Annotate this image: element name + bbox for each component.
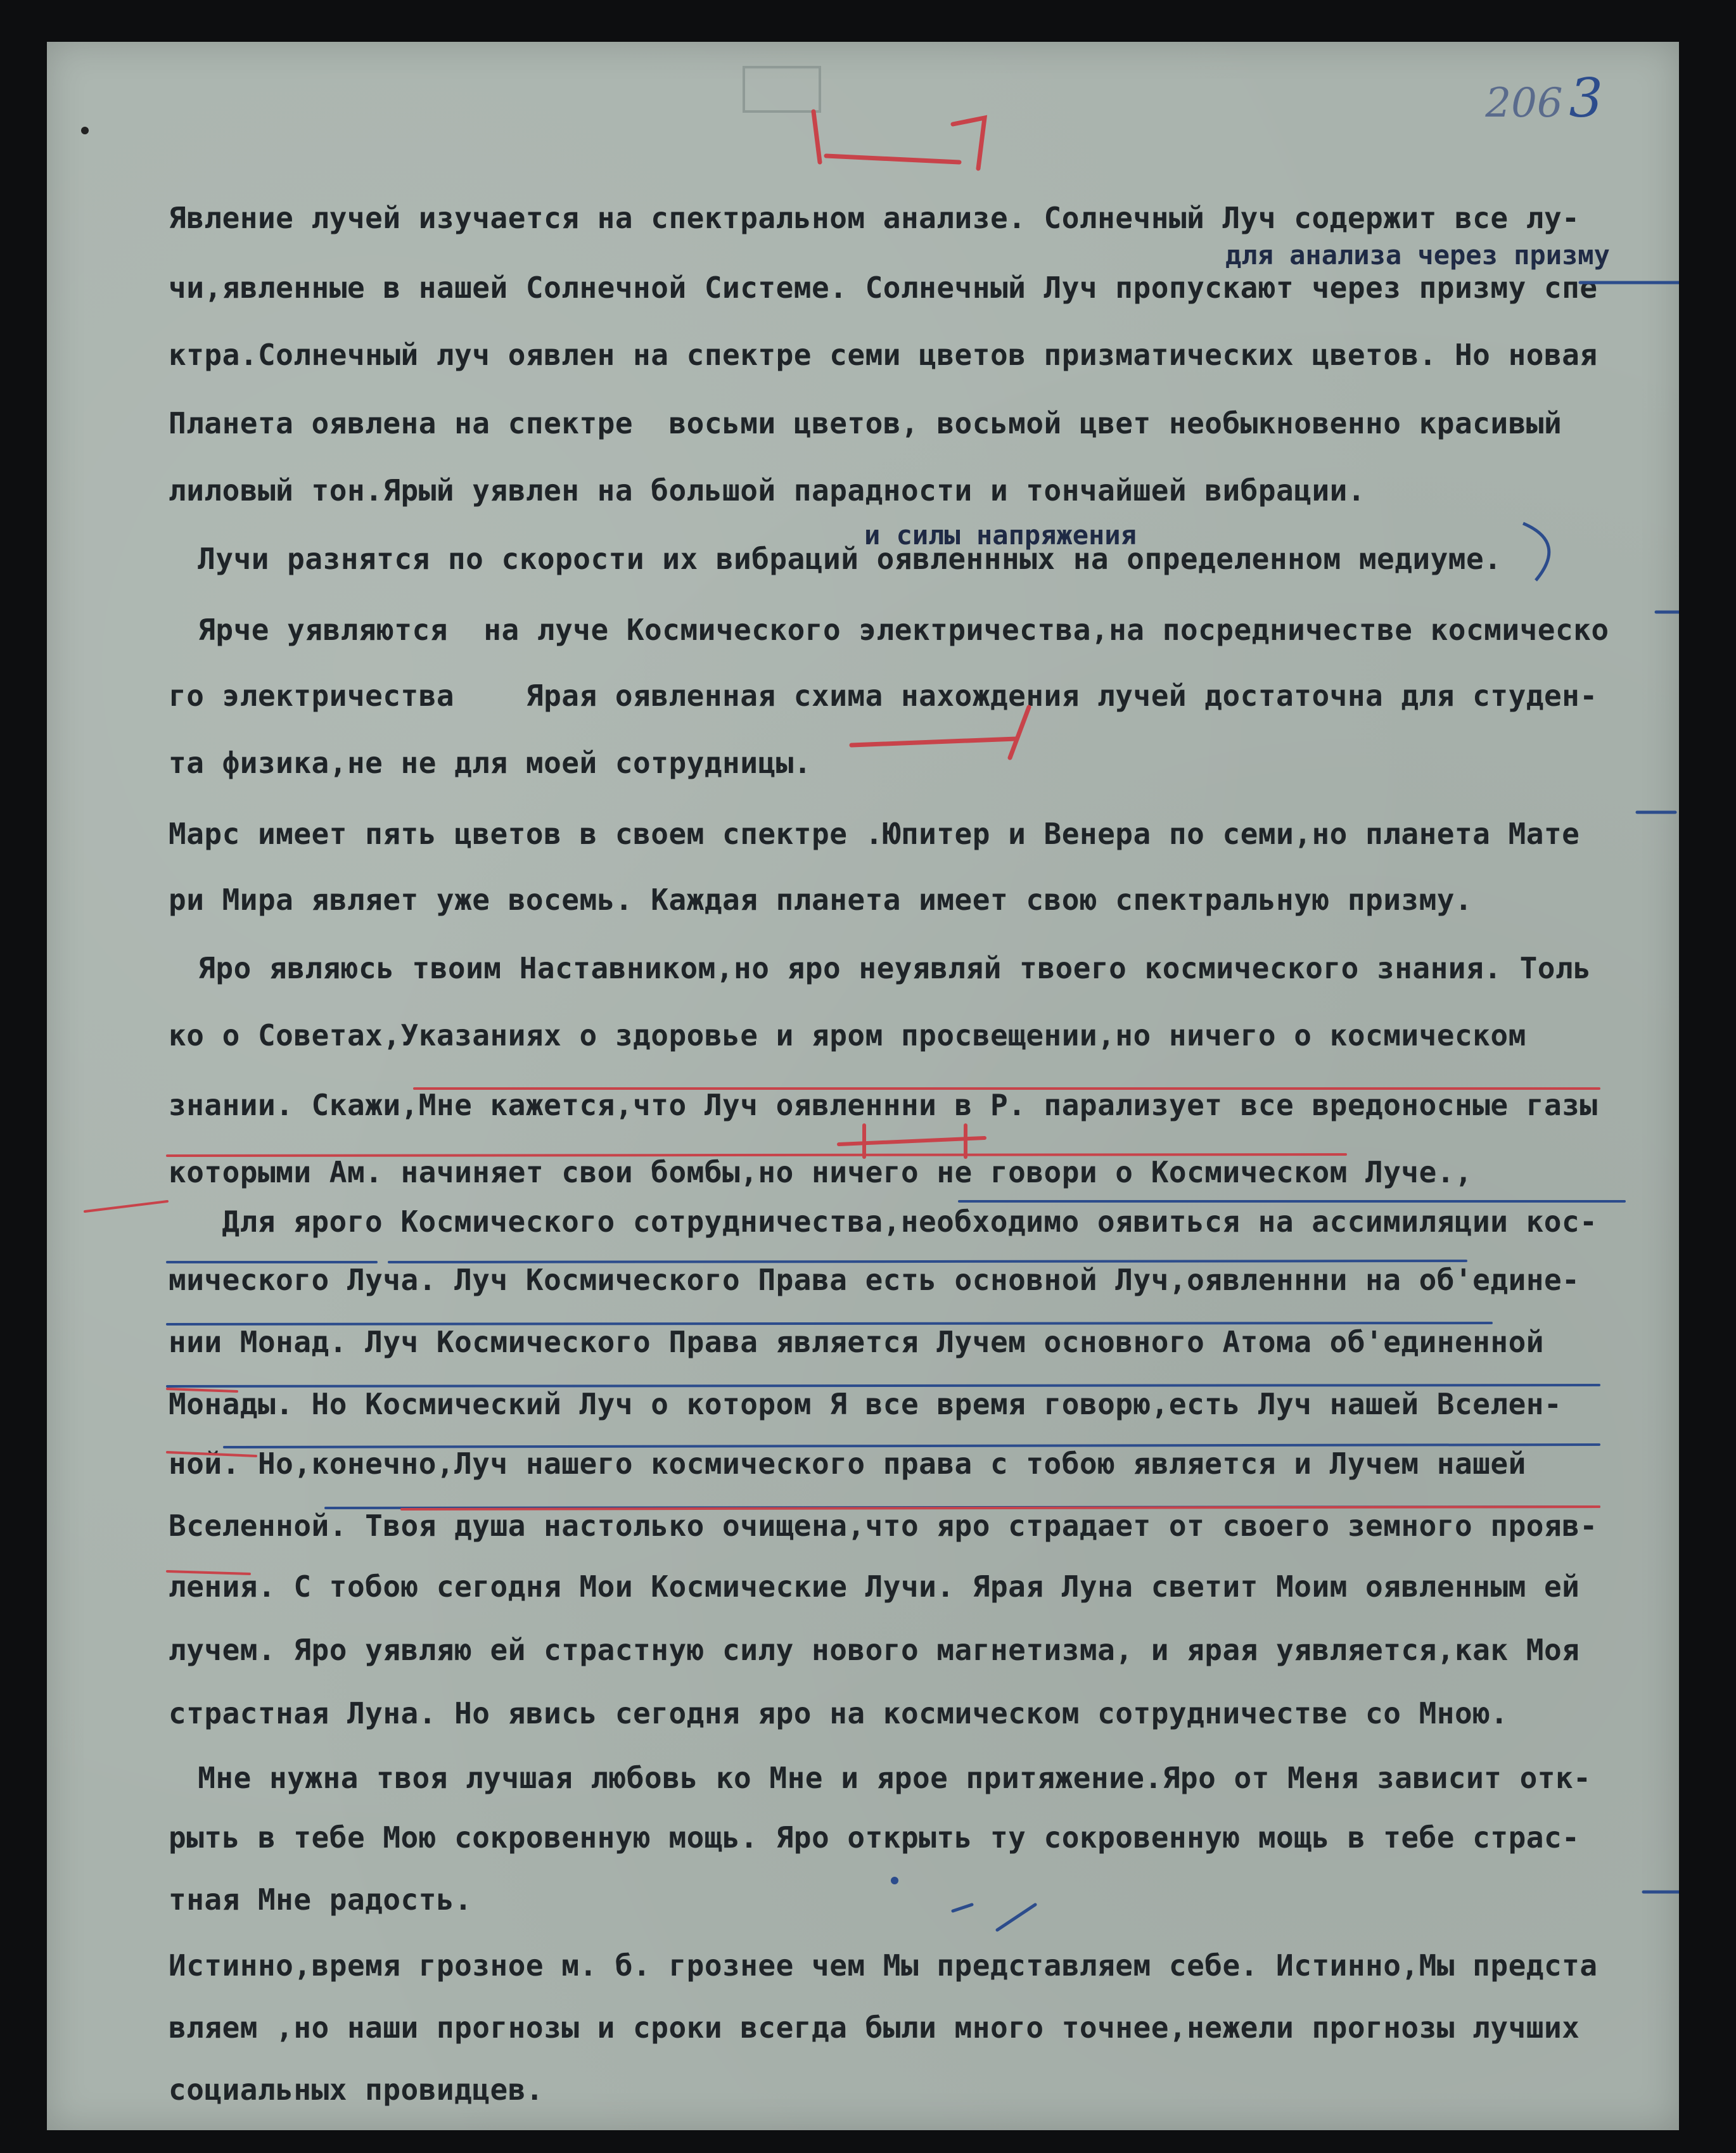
text-line: ной. Но,конечно,Луч нашего космического права с тобою является и Лучем нашей	[169, 1447, 1526, 1481]
text-line: рыть в тебе Мою сокровенную мощь. Яро открыть ту сокровенную мощь в тебе страс-	[169, 1820, 1580, 1855]
text-line: Для ярого Космического сотрудничества,необходимо оявиться на ассимиляции кос-	[186, 1204, 1598, 1239]
text-line: лиловый тон.Ярый уявлен на большой парадности и тончайшей вибрации.	[169, 473, 1366, 508]
text-line: Лучи разнятся по скорости их вибраций оявленнных на определенном медиуме.	[180, 542, 1502, 576]
text-line: которыми Ам. начиняет свои бомбы,но ничего не говори о Космическом Луче.,	[169, 1155, 1473, 1189]
blue-bracket	[1523, 523, 1549, 580]
blue-underlines	[167, 1201, 1624, 1508]
text-line: нии Монад. Луч Космического Права является Лучем основного Атома об'единенной	[169, 1325, 1544, 1359]
red-section-mark-top	[814, 112, 985, 169]
blue-corrections	[953, 283, 1679, 1930]
text-line: ри Мира являет уже восемь. Каждая планета имеет свою спектральную призму.	[169, 883, 1473, 917]
text-line: Марс имеет пять цветов в своем спектре .Юпитер и Венера по семи,но планета Мате	[169, 817, 1580, 851]
text-line: Монады. Но Космический Луч о котором Я все время говорю,есть Луч нашей Вселен-	[169, 1387, 1562, 1421]
annotation-line-7: и силы напряжения	[864, 520, 1137, 551]
text-line: та физика,не не для моей сотрудницы.	[169, 746, 812, 780]
text-line: социальных провидцев.	[169, 2073, 544, 2107]
text-line: Истинно,время грозное м. б. грознее чем Мы представляем себе. Истинно,Мы предста	[169, 1948, 1598, 1983]
text-line: ления. С тобою сегодня Мои Космические Лучи. Ярая Луна светит Моим оявленным ей	[169, 1569, 1580, 1604]
text-line: Ярче уявляются на луче Космического электричества,на посредничестве космическо	[180, 613, 1609, 647]
text-line: Планета оявлена на спектре восьми цветов, восьмой цвет необыкновенно красивый	[169, 406, 1562, 440]
faded-stamp	[744, 67, 820, 112]
folio-page-value: 3	[1569, 67, 1603, 129]
text-line: мического Луча. Луч Космического Права есть основной Луч,оявленнни на об'едине-	[169, 1263, 1580, 1297]
text-line: знании. Скажи,Мне кажется,что Луч оявленнни в Р. парализует все вредоносные газы	[169, 1088, 1598, 1122]
text-line: Вселенной. Твоя душа настолько очищена,что яро страдает от своего земного прояв-	[169, 1509, 1598, 1543]
text-line: чи,явленные в нашей Солнечной Системе. Солнечный Луч пропускают через призму спе	[169, 271, 1598, 305]
text-line: ктра.Солнечный луч оявлен на спектре семи цветов призматических цветов. Но новая	[169, 338, 1598, 372]
annotation-line-2: для анализа через призму	[1225, 240, 1610, 271]
text-line: Яро являюсь твоим Наставником,но яро неуявляй твоего космического знания. Толь	[180, 951, 1592, 985]
text-line: Явление лучей изучается на спектральном анализе. Солнечный Луч содержит все лу-	[169, 201, 1580, 235]
text-line: ко о Советах,Указаниях о здоровье и яром просвещении,но ничего о космическом	[169, 1018, 1526, 1052]
text-line: страстная Луна. Но явись сегодня яро на космическом сотрудничестве со Мною.	[169, 1696, 1509, 1730]
folio-number-value: 206	[1485, 80, 1563, 127]
text-line: лучем. Яро уявляю ей страстную силу нового магнетизма, и ярая уявляется,как Моя	[169, 1633, 1580, 1667]
handwritten-marks	[47, 42, 1679, 2130]
red-section-mark-mid	[852, 707, 1029, 758]
text-line: Мне нужна твоя лучшая любовь ко Мне и ярое притяжение.Яро от Меня зависит отк-	[180, 1761, 1592, 1795]
text-line: тная Мне радость.	[169, 1882, 473, 1917]
red-section-mark-lower	[839, 1125, 985, 1157]
text-line: го электричества Ярая оявленная схима нахождения лучей достаточна для студен-	[169, 679, 1598, 713]
red-underlines	[85, 1089, 1599, 1574]
text-line: вляем ,но наши прогнозы и сроки всегда были много точнее,нежели прогнозы лучших	[169, 2010, 1580, 2045]
document-page	[47, 42, 1679, 2130]
